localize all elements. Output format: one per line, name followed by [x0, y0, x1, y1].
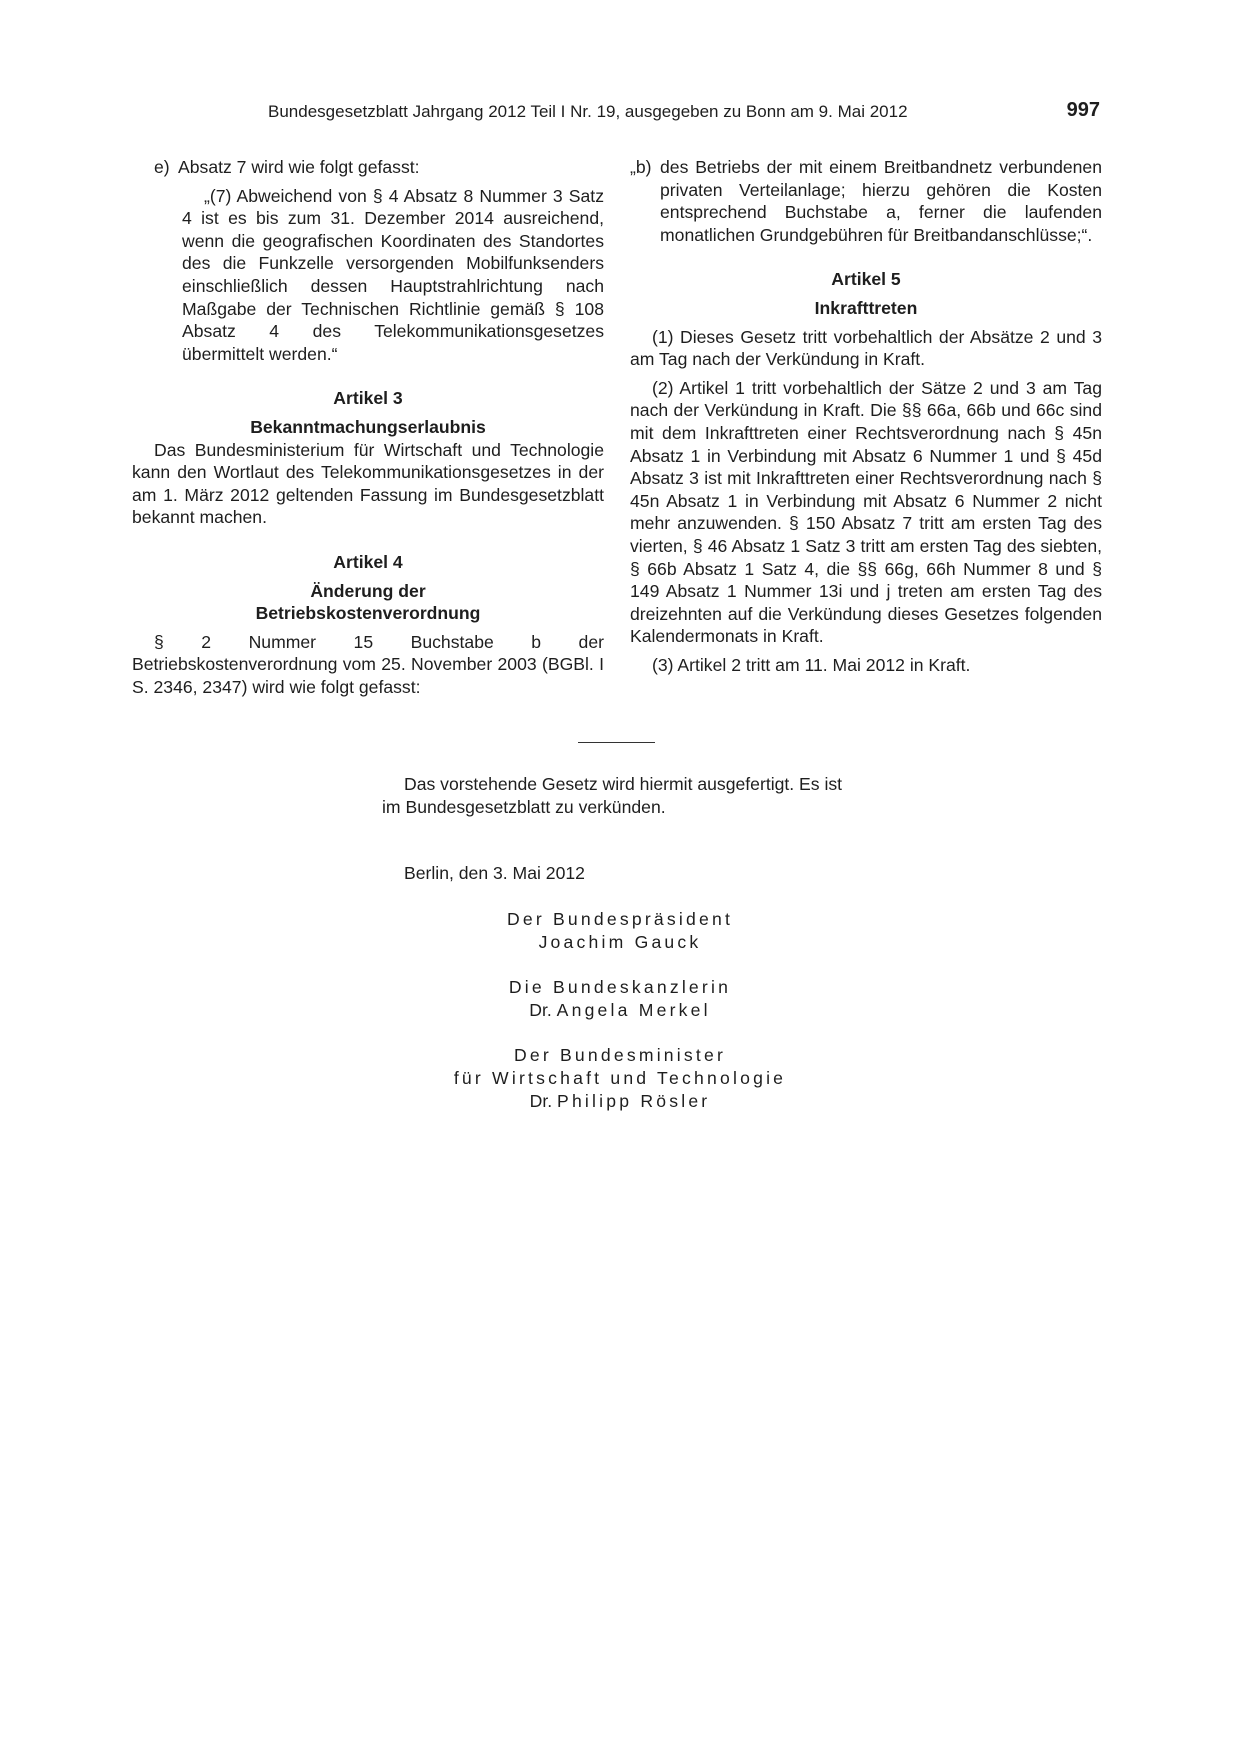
signatory-role: Der Bundesminister — [513, 1044, 727, 1065]
signature-minister — [390, 1044, 850, 1114]
artikel4-title-line2: Betriebskostenverordnung — [255, 603, 481, 624]
left-column — [132, 156, 604, 698]
promulgation-text: Das vorstehende Gesetz wird hiermit ausgefertigt. Es ist im Bundesgesetzblatt zu verkünden. — [382, 774, 843, 817]
page-number: 997 — [1066, 99, 1100, 121]
closing-statement — [382, 773, 862, 818]
artikel5-para1: (1) Dieses Gesetz tritt vorbehaltlich der Absätze 2 und 3 am Tag nach der Verkündung in Kraft. — [630, 326, 1102, 370]
artikel3-body: Das Bundesministerium für Wirtschaft und Technologie kann den Wortlaut des Telekommunikationsgesetzes in der am 1. März 2012 geltenden Fassung im Bundesgesetzblatt bekannt machen. — [132, 439, 604, 528]
signatory-name: Angela Merkel — [556, 1000, 711, 1021]
header-text: Bundesgesetzblatt Jahrgang 2012 Teil I Nr. 19, ausgegeben zu Bonn am 9. Mai 2012 — [268, 102, 908, 121]
signatory-line — [390, 999, 850, 1022]
signatory-name: Philipp Rösler — [557, 1091, 711, 1112]
signatory-role: Die Bundeskanzlerin — [508, 976, 732, 997]
signatory-role-line2: für Wirtschaft und Technologie — [453, 1068, 787, 1089]
signatory-line — [390, 1090, 850, 1113]
place-date: Berlin, den 3. Mai 2012 — [404, 863, 585, 883]
item-e — [132, 156, 604, 179]
artikel3-heading: Artikel 3 — [333, 388, 403, 409]
item-text: des Betriebs der mit einem Breitbandnetz verbundenen privaten Verteilanlage; hierzu gehören die Kosten entsprechend Buchstabe a, ferner die laufenden monatlichen Grundgebühren für Breitbandanschlüsse;“. — [660, 157, 1102, 245]
quoted-paragraph-7: „(7) Abweichend von § 4 Absatz 8 Nummer 3 Satz 4 ist es bis zum 31. Dezember 2014 ausreichend, wenn die geografischen Koordinaten des Standortes des die Funkzelle versorgenden Mobilfunksenders einschließlich dessen Hauptstrahlrichtung nach Maßgabe der Technischen Richtlinie gemäß § 108 Absatz 4 des Telekommunikationsgesetzes übermittelt werden.“ — [182, 185, 604, 364]
artikel3-title: Bekanntmachungserlaubnis — [250, 416, 486, 437]
signatory-role: Der Bundespräsident — [506, 909, 734, 929]
artikel5-para3: (3) Artikel 2 tritt am 11. Mai 2012 in Kraft. — [652, 654, 971, 675]
divider — [578, 742, 655, 743]
artikel4-title-line1: Änderung der — [310, 580, 426, 601]
signature-block — [390, 908, 850, 1135]
artikel4-heading: Artikel 4 — [333, 551, 403, 572]
signature-president — [390, 908, 850, 955]
signatory-prefix: Dr. — [529, 1091, 553, 1112]
artikel5-para2: (2) Artikel 1 tritt vorbehaltlich der Sätze 2 und 3 am Tag nach der Verkündung in Kraft. Die §§ 66a, 66b und 66c sind mit dem Inkrafttreten einer Rechtsverordnung nach § 45n Absatz 1 in Verbindung mit Absatz 6 Nummer 1 und § 45d Absatz 3 ist mit Inkrafttreten einer Rechtsverordnung nach § 45n Absatz 1 in Verbindung mit Absatz 6 Nummer 2 nicht mehr anzuwenden. § 150 Absatz 7 tritt am ersten Tag des vierten, § 46 Absatz 1 Satz 3 tritt am ersten Tag des siebten, § 66b Absatz 1 Satz 4, die §§ 66g, 66h Nummer 8 und § 149 Absatz 1 Nummer 13i und j treten am ersten Tag des dreizehnten auf die Verkündung dieses Gesetzes folgenden Kalendermonats in Kraft. — [630, 377, 1102, 647]
item-b — [630, 156, 1102, 246]
artikel5-title: Inkrafttreten — [814, 297, 918, 318]
artikel4-body: § 2 Nummer 15 Buchstabe b der Betriebskostenverordnung vom 25. November 2003 (BGBl. I S. 2346, 2347) wird wie folgt gefasst: — [132, 631, 604, 697]
signature-chancellor — [390, 976, 850, 1023]
signatory-prefix: Dr. — [529, 1000, 552, 1021]
item-marker: e) — [154, 157, 170, 177]
right-column — [630, 156, 1102, 676]
item-text: Absatz 7 wird wie folgt gefasst: — [178, 157, 420, 177]
signatory-name: Joachim Gauck — [538, 932, 702, 953]
artikel5-heading: Artikel 5 — [831, 269, 901, 290]
item-marker: „b) — [630, 157, 652, 177]
